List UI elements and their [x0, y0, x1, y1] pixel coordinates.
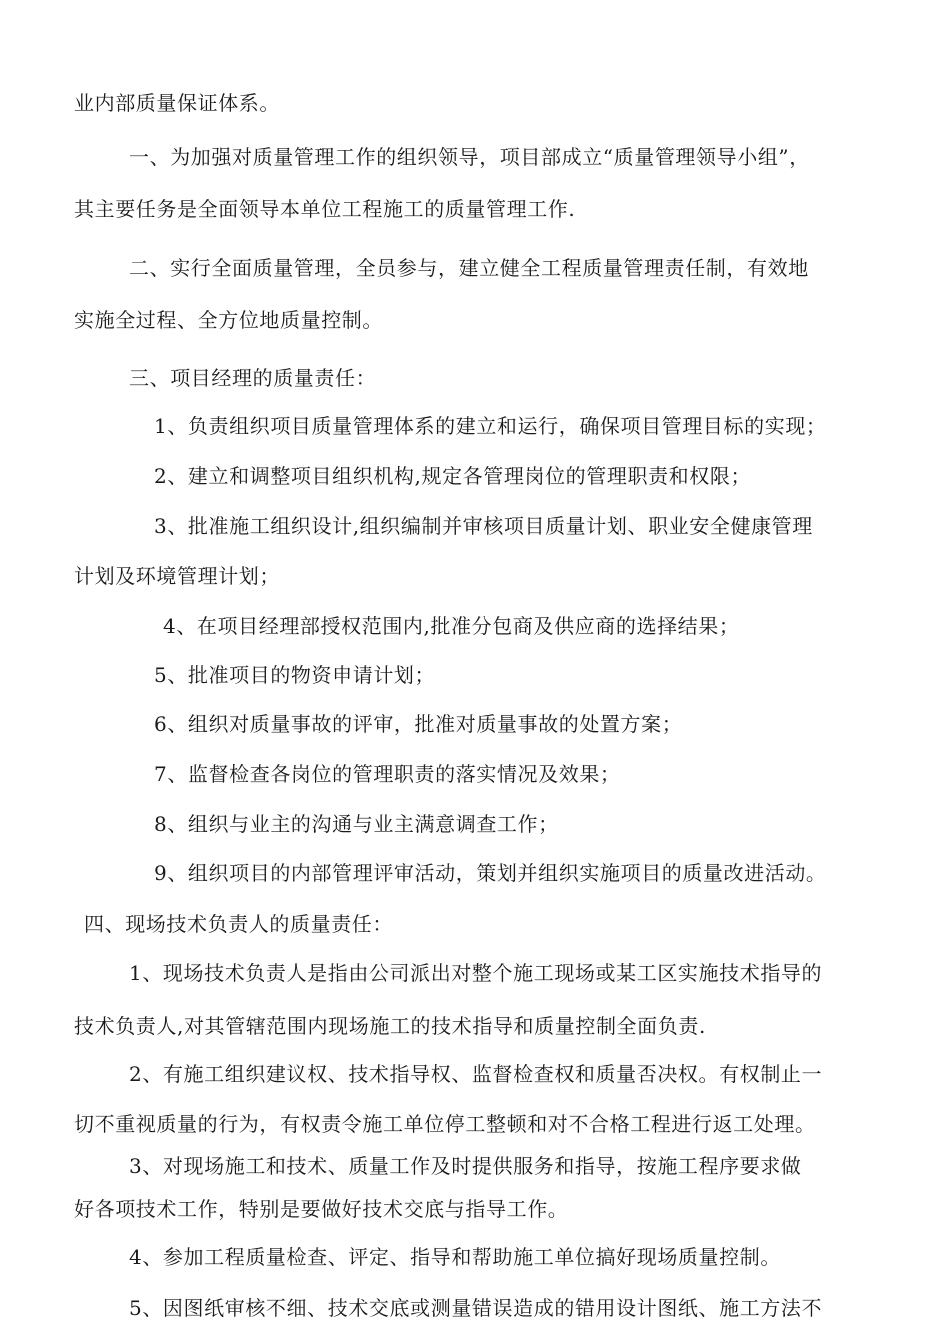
- text-line: 1、负责组织项目质量管理体系的建立和运行，确保项目管理目标的实现；: [154, 414, 827, 438]
- text-line: 好各项技术工作，特别是要做好技术交底与指导工作。: [74, 1197, 569, 1221]
- text-line: 计划及环境管理计划；: [74, 564, 280, 588]
- text-line: 3、批准施工组织设计,组织编制并审核项目质量计划、职业安全健康管理: [154, 514, 813, 538]
- text-line: 三、项目经理的质量责任：: [129, 366, 377, 390]
- text-line: 二、实行全面质量管理，全员参与，建立健全工程质量管理责任制，有效地: [129, 256, 809, 280]
- text-line: 3、对现场施工和技术、质量工作及时提供服务和指导，按施工程序要求做: [129, 1154, 802, 1178]
- text-line: 技术负责人,对其管辖范围内现场施工的技术指导和质量控制全面负责.: [74, 1014, 706, 1038]
- text-line: 5、因图纸审核不细、技术交底或测量错误造成的错用设计图纸、施工方法不: [129, 1296, 823, 1320]
- text-line: 四、现场技术负责人的质量责任：: [84, 912, 393, 936]
- text-line: 2、建立和调整项目组织机构,规定各管理岗位的管理职责和权限；: [154, 464, 752, 488]
- text-line: 实施全过程、全方位地质量控制。: [74, 308, 383, 332]
- text-line: 切不重视质量的行为，有权责令施工单位停工整顿和对不合格工程进行返工处理。: [74, 1112, 816, 1136]
- text-line: 9、组织项目的内部管理评审活动，策划并组织实施项目的质量改进活动。: [154, 861, 827, 885]
- text-line: 业内部质量保证体系。: [74, 91, 280, 115]
- text-line: 4、在项目经理部授权范围内,批准分包商及供应商的选择结果；: [163, 614, 740, 638]
- text-line: 一、为加强对质量管理工作的组织领导，项目部成立“质量管理领导小组”，: [129, 145, 810, 169]
- text-line: 5、批准项目的物资申请计划；: [154, 663, 436, 687]
- text-line: 2、有施工组织建议权、技术指导权、监督检查权和质量否决权。有权制止一: [129, 1062, 823, 1086]
- text-line: 6、组织对质量事故的评审，批准对质量事故的处置方案；: [154, 712, 683, 736]
- text-line: 4、参加工程质量检查、评定、指导和帮助施工单位搞好现场质量控制。: [129, 1245, 781, 1269]
- text-line: 7、监督检查各岗位的管理职责的落实情况及效果；: [154, 762, 621, 786]
- text-line: 其主要任务是全面领导本单位工程施工的质量管理工作.: [74, 197, 576, 221]
- text-line: 1、现场技术负责人是指由公司派出对整个施工现场或某工区实施技术指导的: [129, 961, 823, 985]
- text-line: 8、组织与业主的沟通与业主满意调查工作；: [154, 812, 559, 836]
